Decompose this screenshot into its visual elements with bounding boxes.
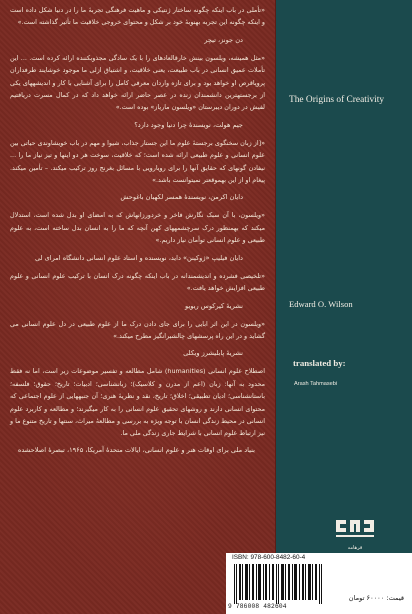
book-title-english: The Origins of Creativity [289,95,385,105]
publisher-name: فرهامه [347,545,363,551]
definition-source: بنیاد ملی برای اوقات هنر و علوم انسانی، ایالات متحدهٔ آمریکا، ۱۹۶۵، تبصرهٔ اصلاحشده [17,445,255,454]
isbn-label: ISBN: 978-600-8482-60-4 [232,554,306,561]
publisher-logo-icon [334,518,376,544]
back-cover-right [276,0,412,614]
endorsement-quote: «تلخیصی فشرده و اندیشمندانه در باب اینکه چگونه درک انسان با ترکیب علوم انسانی و علوم طبیعی افزایش خواهد یافت.» [10,271,265,293]
endorsement-attribution: جیم هولت، نویسندهٔ چرا دنیا وجود دارد؟ [134,120,243,129]
endorsement-quote: «مثل همیشه، ویلسون بینش خارقالعادهای را با یک سادگی مجذوبکننده ارائه کرده است. ... این تأملات عمیق انسانی در باب طبیعت، یعنی خلاقیت، و اشتیاق ازلی ما موجود خوشایند طرفداران پروپاقرص او خواهد بود و برای تازه واردان معرفی کامل را برای آشنایی با کار و اندیشههای یکی از برجستهترین دانشمندان زنده در عصر حاضر ارائه خواهد داد که در کمال مسرت دریافتیم لفیش در دوران دیبرستان «ویلسون ماریاز» بوده است.» [10,53,265,112]
barcode-area [226,553,412,614]
author-name: Edward O. Wilson [289,299,353,309]
endorsement-attribution: دایان فیلیپ «ژوکینن» داید، نویسنده و استاد علوم انسانی دانشگاه امرای لی [35,253,243,262]
endorsement-attribution: نشریهٔ کیرکوس ریویو [185,301,243,310]
endorsement-quote: «تأملی در باب اینکه چگونه ساختار ژنتیکی و ماهیت فرهنگی تجربهٔ ما را در دنیا شکل داده است و اینکه چگونه این تجربه بهنوبهٔ خود بر شکل و محتوای خروجی خلاقیت ما تأثیر گذاشته است.» [10,6,265,27]
barcode-digits: 9 786008 482604 [228,603,287,610]
endorsement-attribution: دایان اکرمن، نویسندهٔ همسر لکهبان باغوحش [120,193,243,202]
price-label: قیمت: ۶۰۰۰۰ تومان [348,594,404,602]
endorsement-attribution: دن جونز، تیچر [204,35,243,44]
barcode-icon [232,564,328,604]
endorsement-quote: «[از زبان سخنگوی برجستهٔ علوم ما این جستار جذاب، شیوا و مهم در باب خویشاوندی حیاتی بین علوم انسانی و علوم طبیعی ارائه شده است؛ که خلاقیت، سوخت هر دو اینها و تیز نیاز ما را ... نیفادن گونهای که حقایق آنها را برای رویارویی با مسائل بغرنج روز ترکیب میکند. – تأمین میکند. پیغام او از این بهموقعتر نمیتوانست باشد.» [10,138,265,185]
endorsement-quote: «ویلسون، با آن سبک نگارش فاخر و خردورزانهاش که به امضای او بدل شده است، استدلال میکند که بهمنظور درک سرچشمههای کهن آنچه که ما را به انسان بدل ساخته است، به علوم طبیعی و علوم انسانی توأمان نیاز داریم.» [10,211,265,245]
endorsement-quote: «ویلسون در این اثر ابایی را برای جای دادن درک ما از علوم طبیعی در دل علوم انسانی می گشاید و در این راه پرسشهای چالشبرانگیز مطرح میکند.» [10,319,265,340]
translated-by-label: translated by: [293,358,346,368]
humanities-definition: اصطلاح علوم انسانی (humanities) شامل مطالعه و تفسیر موضوعات زیر است، اما نه فقط محدود به آنها: زبان (اعم از مدرن و کلاسیک)؛ زبانشناسی؛ ادبیات؛ تاریخ؛ حقوق؛ فلسفه؛ باستانشناسی؛ ادیان تطبیقی؛ اخلاق؛ تاریخ، نقد و نظریهٔ هنری؛ آن جنبههایی از علوم اجتماعی که محتوای انسانی دارند و روشهای تحقیق علوم انسانی را به کار میگیرند؛ و مطالعه و کاربرد علوم انسانی در محیط زندگی انسان با توجه ویژه به بررسی و مطالعهٔ میراث، سنتها و تاریخ متنوع ما و نیز ارتباط علوم انسانی با شرایط جاری زندگی ملی ما. [10,367,265,438]
translator-name: Arash Tahmasebi [294,381,338,387]
endorsement-attribution: نشریهٔ پابلیشرز ویکلی [183,349,243,358]
